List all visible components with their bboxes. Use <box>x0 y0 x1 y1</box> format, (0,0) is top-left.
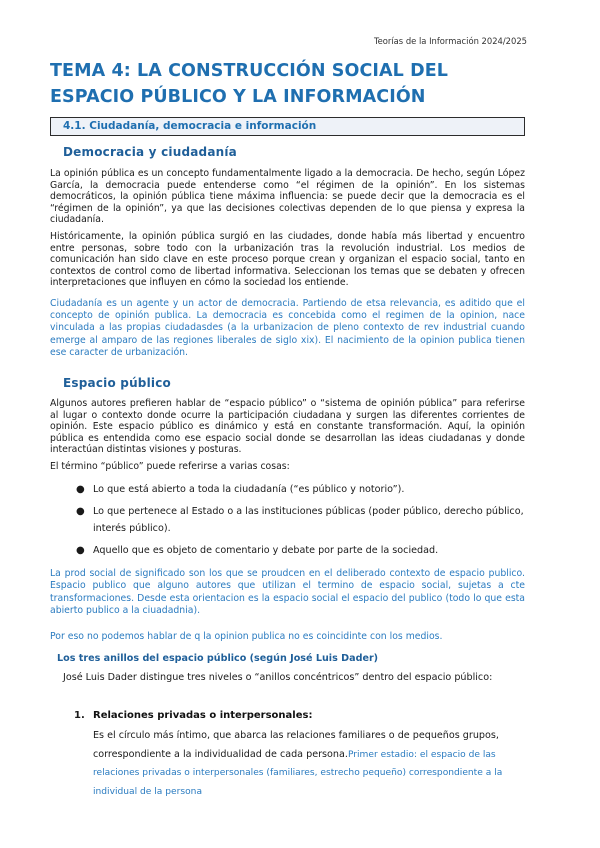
bullet-icon: ● <box>76 505 85 517</box>
list-item: ● Aquello que es objeto de comentario y debate por parte de la sociedad. <box>50 542 525 559</box>
publico-meanings-list <box>50 481 525 564</box>
subheading-espacio: Espacio público <box>63 376 171 390</box>
paragraph-democracia-2: Históricamente, la opinión pública surgió en las ciudades, donde había más libertad y encuentro entre personas, sobre todo con la urbanización tras la revolución industrial. Los medios de comunicación han sido clave en este proceso porque crean y organizan el espacio social, tanto en contextos de control como de libertad informativa. Seleccionan los temas que se debaten y ofrecen interpretaciones que influyen en cómo la sociedad los entiende. <box>50 231 525 289</box>
subheading-democracia: Democracia y ciudadanía <box>63 145 237 159</box>
paragraph-espacio-1: Algunos autores prefieren hablar de “espacio público” o “sistema de opinión pública” para referirse al lugar o contexto donde ocurre la participación ciudadana y surgen las diferentes corrientes de opinión. Este espacio público es dinámico y está en constante transformación. Aquí, la opinión pública es entendida como ese espacio social donde se desarrollan las ideas ciudadanas y donde interactúan distintas visiones y posturas. <box>50 398 525 456</box>
running-header: Teorías de la Información 2024/2025 <box>373 36 527 46</box>
section-heading: 4.1. Ciudadanía, democracia e información <box>63 120 317 132</box>
list-item: ● Lo que pertenece al Estado o a las instituciones públicas (poder público, derecho público, interés público). <box>50 503 525 538</box>
list-item-text: Es el círculo más íntimo, que abarca las relaciones familiares o de pequeños grupos, correspondiente a la individualidad de cada persona. <box>93 730 499 760</box>
note-espacio-1: La prod social de significado son los que se proudcen en el deliberado contexto de espacio publico. Espacio publico que alguno autores que utilizan el termino de espacio social, sujetas a cte transformaciones. Desde esta orientacion es la espacio social el espacio del publico (todo lo que esta abierto publico a la ciuadadnia). <box>50 568 525 617</box>
bullet-icon: ● <box>76 545 85 557</box>
list-item: ● Lo que está abierto a toda la ciudadanía (“es público y notorio”). <box>50 481 525 498</box>
chapter-title: TEMA 4: LA CONSTRUCCIÓN SOCIAL DEL ESPACIO PÚBLICO Y LA INFORMACIÓN <box>50 61 449 107</box>
list-item-note: Primer estadio: el espacio de las relaciones privadas o interpersonales (familiares, estrecho pequeño) correspondiente a la individual de la persona <box>93 749 503 797</box>
note-espacio-2: Por eso no podemos hablar de q la opinion publica no es coincidinte con los medios. <box>50 631 443 642</box>
bullet-icon: ● <box>76 484 85 495</box>
list-item-title: Relaciones privadas o interpersonales: <box>93 710 313 721</box>
paragraph-anillos-intro: José Luis Dader distingue tres niveles o “anillos concéntricos” dentro del espacio público: <box>63 672 493 683</box>
list-item-body <box>93 727 525 801</box>
paragraph-democracia-1: La opinión pública es un concepto fundamentalmente ligado a la democracia. De hecho, según López García, la democracia puede entenderse como “el régimen de la opinión”. En los sistemas democráticos, la opinión pública tiene máxima influencia: se puede decir que la democracia es el “régimen de la opinión”, ya que las decisiones colectivas dependen de lo que piensa y expresa la ciudadanía. <box>50 168 525 226</box>
paragraph-publico-intro: El término “público” puede referirse a varias cosas: <box>50 461 290 472</box>
note-democracia: Ciudadanía es un agente y un actor de democracia. Partiendo de etsa relevancia, es aditido que el concepto de opinión publica. La democracia es concebida como el regimen de la opinion, nace vinculada a las propias ciudadasdes (a la urbanizacion de pleno contexto de rev industrial cuando emerge al amparo de las regiones liberales de siglo xix). El nacimiento de la opinion publica tienen ese caracter de urbanización. <box>50 298 525 358</box>
list-number: 1. <box>74 710 85 721</box>
section-heading-box <box>50 117 525 136</box>
subheading-anillos: Los tres anillos del espacio público (según José Luis Dader) <box>57 653 379 664</box>
